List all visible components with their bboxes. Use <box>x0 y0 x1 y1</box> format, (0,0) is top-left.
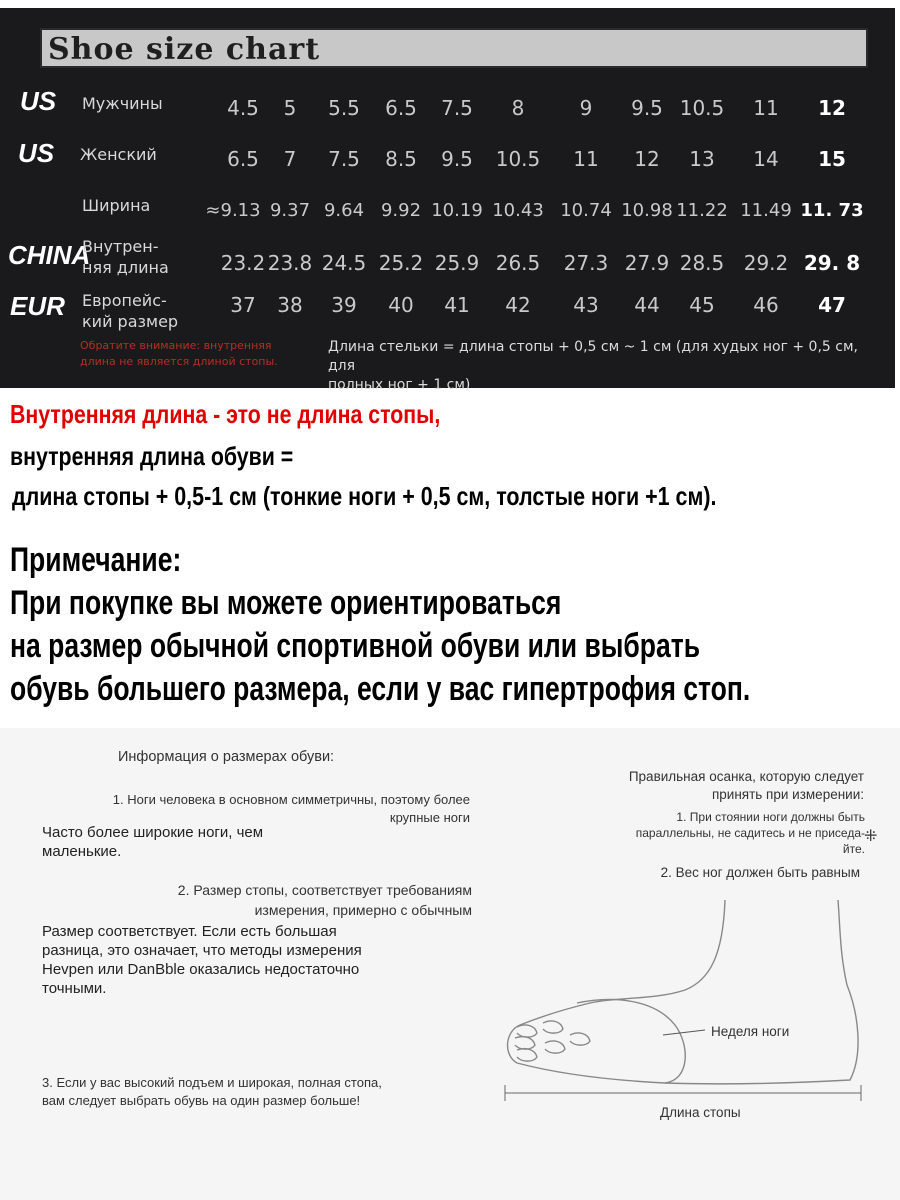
warning-line1: Обратите внимание: внутренняя <box>80 339 272 352</box>
row-women-value: 9.5 <box>441 147 473 171</box>
formula-line2: полных ног + 1 см) <box>328 377 471 393</box>
row-men-value: 8 <box>511 96 525 120</box>
warning-line2: длина не является длиной стопы. <box>80 355 278 368</box>
info-point-3-line2: вам следует выбрать обувь на один размер больше! <box>42 1093 361 1108</box>
insole-formula <box>328 338 878 395</box>
country-label-us-women: US <box>18 138 55 168</box>
chart-title: Shoe size chart <box>48 32 321 67</box>
row-inner-length-value: 27.3 <box>563 251 609 275</box>
row-women-value: 11 <box>573 147 599 171</box>
row-label-inner-length <box>82 236 169 278</box>
row-women-value: 15 <box>818 147 846 171</box>
row-men-value: 10.5 <box>679 96 725 120</box>
row-women-value: 12 <box>634 147 660 171</box>
row-men-value: 11 <box>753 96 779 120</box>
row-european-value: 43 <box>573 293 599 317</box>
row-men-value: 4.5 <box>227 96 259 120</box>
row-women-value: 14 <box>753 147 779 171</box>
info-heading: Информация о размерах обуви: <box>118 749 335 765</box>
row-men-value: 6.5 <box>385 96 417 120</box>
row-width-value: 11.49 <box>740 200 792 221</box>
chart-title-bar <box>40 28 868 68</box>
row-width-value: 10.74 <box>560 200 612 221</box>
arch-pointer <box>663 1030 705 1035</box>
info-point-2 <box>40 880 472 920</box>
formula-line1: Длина стельки = длина стопы + 0,5 см ~ 1 см (для худых ног + 0,5 см, для <box>328 339 858 374</box>
info-point-3-line1: 3. Если у вас высокий подъем и широкая, полная стопа, <box>42 1075 382 1090</box>
country-label-china: CHINA <box>8 240 91 270</box>
toe-5 <box>545 1041 565 1053</box>
row-width-value: 10.98 <box>621 200 673 221</box>
row-width-value: ≈9.13 <box>205 200 261 221</box>
posture-heading <box>560 768 864 804</box>
row-women-value: 10.5 <box>495 147 541 171</box>
row-inner-length-value: 29. 8 <box>803 251 861 275</box>
note-line3: обувь большего размера, если у вас гипертрофия стоп. <box>10 670 751 708</box>
row-label-european-line2: кий размер <box>82 312 179 331</box>
row-men-value: 5 <box>283 96 297 120</box>
info-point-2b-line1: Размер соответствует. Если есть большая <box>42 923 337 940</box>
row-women-value: 7.5 <box>328 147 360 171</box>
size-chart <box>0 8 895 393</box>
row-european-value: 41 <box>444 293 470 317</box>
row-inner-length-value: 27.9 <box>624 251 670 275</box>
posture-point-1-line1: 1. При стоянии ноги должны быть <box>676 810 865 824</box>
row-european-value: 40 <box>388 293 414 317</box>
row-width-value: 11.22 <box>676 200 728 221</box>
row-women-value: 8.5 <box>385 147 417 171</box>
row-label-inner-length-line2: няя длина <box>82 258 169 277</box>
row-european-value: 47 <box>818 293 846 317</box>
row-women-value: 6.5 <box>227 147 259 171</box>
row-width-value: 10.43 <box>492 200 544 221</box>
note-line2: на размер обычной спортивной обуви или выбрать <box>10 627 701 665</box>
size-info-panel: Информация о размерах обуви: 1. Ноги человека в основном симметричны, поэтому более крупные ноги Часто более широкие ноги, чем маленькие. 2. Размер стопы, соответствует требованиям измерения, примерно с обычным Размер соответствует. Если есть большая разница, это означает, что методы измерения Hevpen или DanBble оказались недостаточно точными. 3. Если у вас высокий подъем и широкая, полная стопа, вам следует выбрать обувь на один размер больше! Правильная осанка, которую следует принять при измерении: 1. При стоянии ноги должны быть параллельны, не садитесь и не приседа- йте. 2. Вес ног должен быть равным ⁜ Неделя ноги Длина стопы <box>0 728 900 1200</box>
posture-point-1-line2: параллельны, не садитесь и не приседа- <box>635 826 865 840</box>
row-men-value: 5.5 <box>328 96 360 120</box>
info-point-1 <box>40 791 470 827</box>
row-inner-length-value: 26.5 <box>495 251 541 275</box>
row-men-value: 9.5 <box>631 96 663 120</box>
row-women-value: 7 <box>283 147 297 171</box>
row-european-value: 39 <box>331 293 357 317</box>
row-width-value: 11. 73 <box>800 200 864 221</box>
row-width-value: 9.37 <box>269 200 311 221</box>
row-label-women: Женский <box>80 145 157 164</box>
arch-label: Неделя ноги <box>711 1024 790 1039</box>
row-label-width: Ширина <box>82 196 151 215</box>
foot-arch-line <box>577 999 685 1083</box>
toe-2 <box>515 1037 535 1049</box>
inner-length-warning <box>80 338 278 370</box>
row-inner-length-value: 25.2 <box>378 251 424 275</box>
row-label-european <box>82 290 178 332</box>
foot-length-label: Длина стопы <box>660 1105 741 1120</box>
row-european-value: 37 <box>230 293 256 317</box>
info-point-2b-line2: разница, это означает, что методы измерения <box>42 942 362 959</box>
row-inner-length-value: 23.2 <box>220 251 266 275</box>
row-european-value: 46 <box>753 293 779 317</box>
row-european-value: 44 <box>634 293 660 317</box>
posture-point-1 <box>560 809 865 857</box>
row-inner-length-value: 25.9 <box>434 251 480 275</box>
info-point-1-line1: 1. Ноги человека в основном симметричны, поэтому более <box>112 792 470 807</box>
posture-point-2: 2. Вес ног должен быть равным <box>660 865 860 880</box>
row-men-value: 7.5 <box>441 96 473 120</box>
toe-4 <box>543 1021 563 1033</box>
info-point-2-line2: измерения, примерно с обычным <box>254 902 472 918</box>
row-inner-length-value: 28.5 <box>679 251 725 275</box>
row-european-value: 42 <box>505 293 531 317</box>
info-point-2b-line4: точными. <box>42 980 107 997</box>
foot-diagram <box>495 895 875 1105</box>
row-label-european-line1: Европейс- <box>82 291 167 310</box>
inner-length-formula-title: внутренняя длина обуви = <box>10 441 294 471</box>
toe-6 <box>570 1033 590 1045</box>
row-width-value: 10.19 <box>431 200 483 221</box>
row-label-men: Мужчины <box>82 94 163 113</box>
row-men-value: 12 <box>818 96 846 120</box>
note-line1: При покупке вы можете ориентироваться <box>10 584 562 622</box>
toe-3 <box>517 1049 537 1061</box>
toe-1 <box>517 1025 537 1037</box>
info-point-1-line2: крупные ноги <box>389 810 470 825</box>
info-point-2-line1: 2. Размер стопы, соответствует требованиям <box>177 882 472 898</box>
row-label-inner-length-line1: Внутрен- <box>82 237 159 256</box>
row-european-value: 38 <box>277 293 303 317</box>
info-point-1b-line1: Часто более широкие ноги, чем <box>42 824 264 841</box>
info-point-1b-line2: маленькие. <box>42 843 122 860</box>
posture-point-1-line3: йте. <box>842 842 865 856</box>
note-title: Примечание: <box>10 541 182 579</box>
row-inner-length-value: 24.5 <box>321 251 367 275</box>
info-point-2b <box>42 922 362 998</box>
foot-outline <box>508 900 859 1084</box>
info-point-2b-line3: Hevpen или DanBble оказались недостаточно <box>42 961 360 978</box>
row-inner-length-value: 23.8 <box>267 251 313 275</box>
row-women-value: 13 <box>689 147 715 171</box>
inner-length-note-red: Внутренняя длина - это не длина стопы, <box>10 399 441 429</box>
posture-heading-line2: принять при измерении: <box>711 787 864 802</box>
row-inner-length-value: 29.2 <box>743 251 789 275</box>
country-label-eur: EUR <box>10 291 65 321</box>
row-width-value: 9.64 <box>323 200 365 221</box>
country-label-us-men: US <box>20 86 57 116</box>
info-point-1b <box>42 823 263 861</box>
row-men-value: 9 <box>579 96 593 120</box>
posture-heading-line1: Правильная осанка, которую следует <box>628 769 864 784</box>
inner-length-formula: длина стопы + 0,5-1 см (тонкие ноги + 0,5 см, толстые ноги +1 см). <box>12 481 717 511</box>
row-european-value: 45 <box>689 293 715 317</box>
row-width-value: 9.92 <box>380 200 422 221</box>
info-point-3 <box>42 1074 382 1110</box>
